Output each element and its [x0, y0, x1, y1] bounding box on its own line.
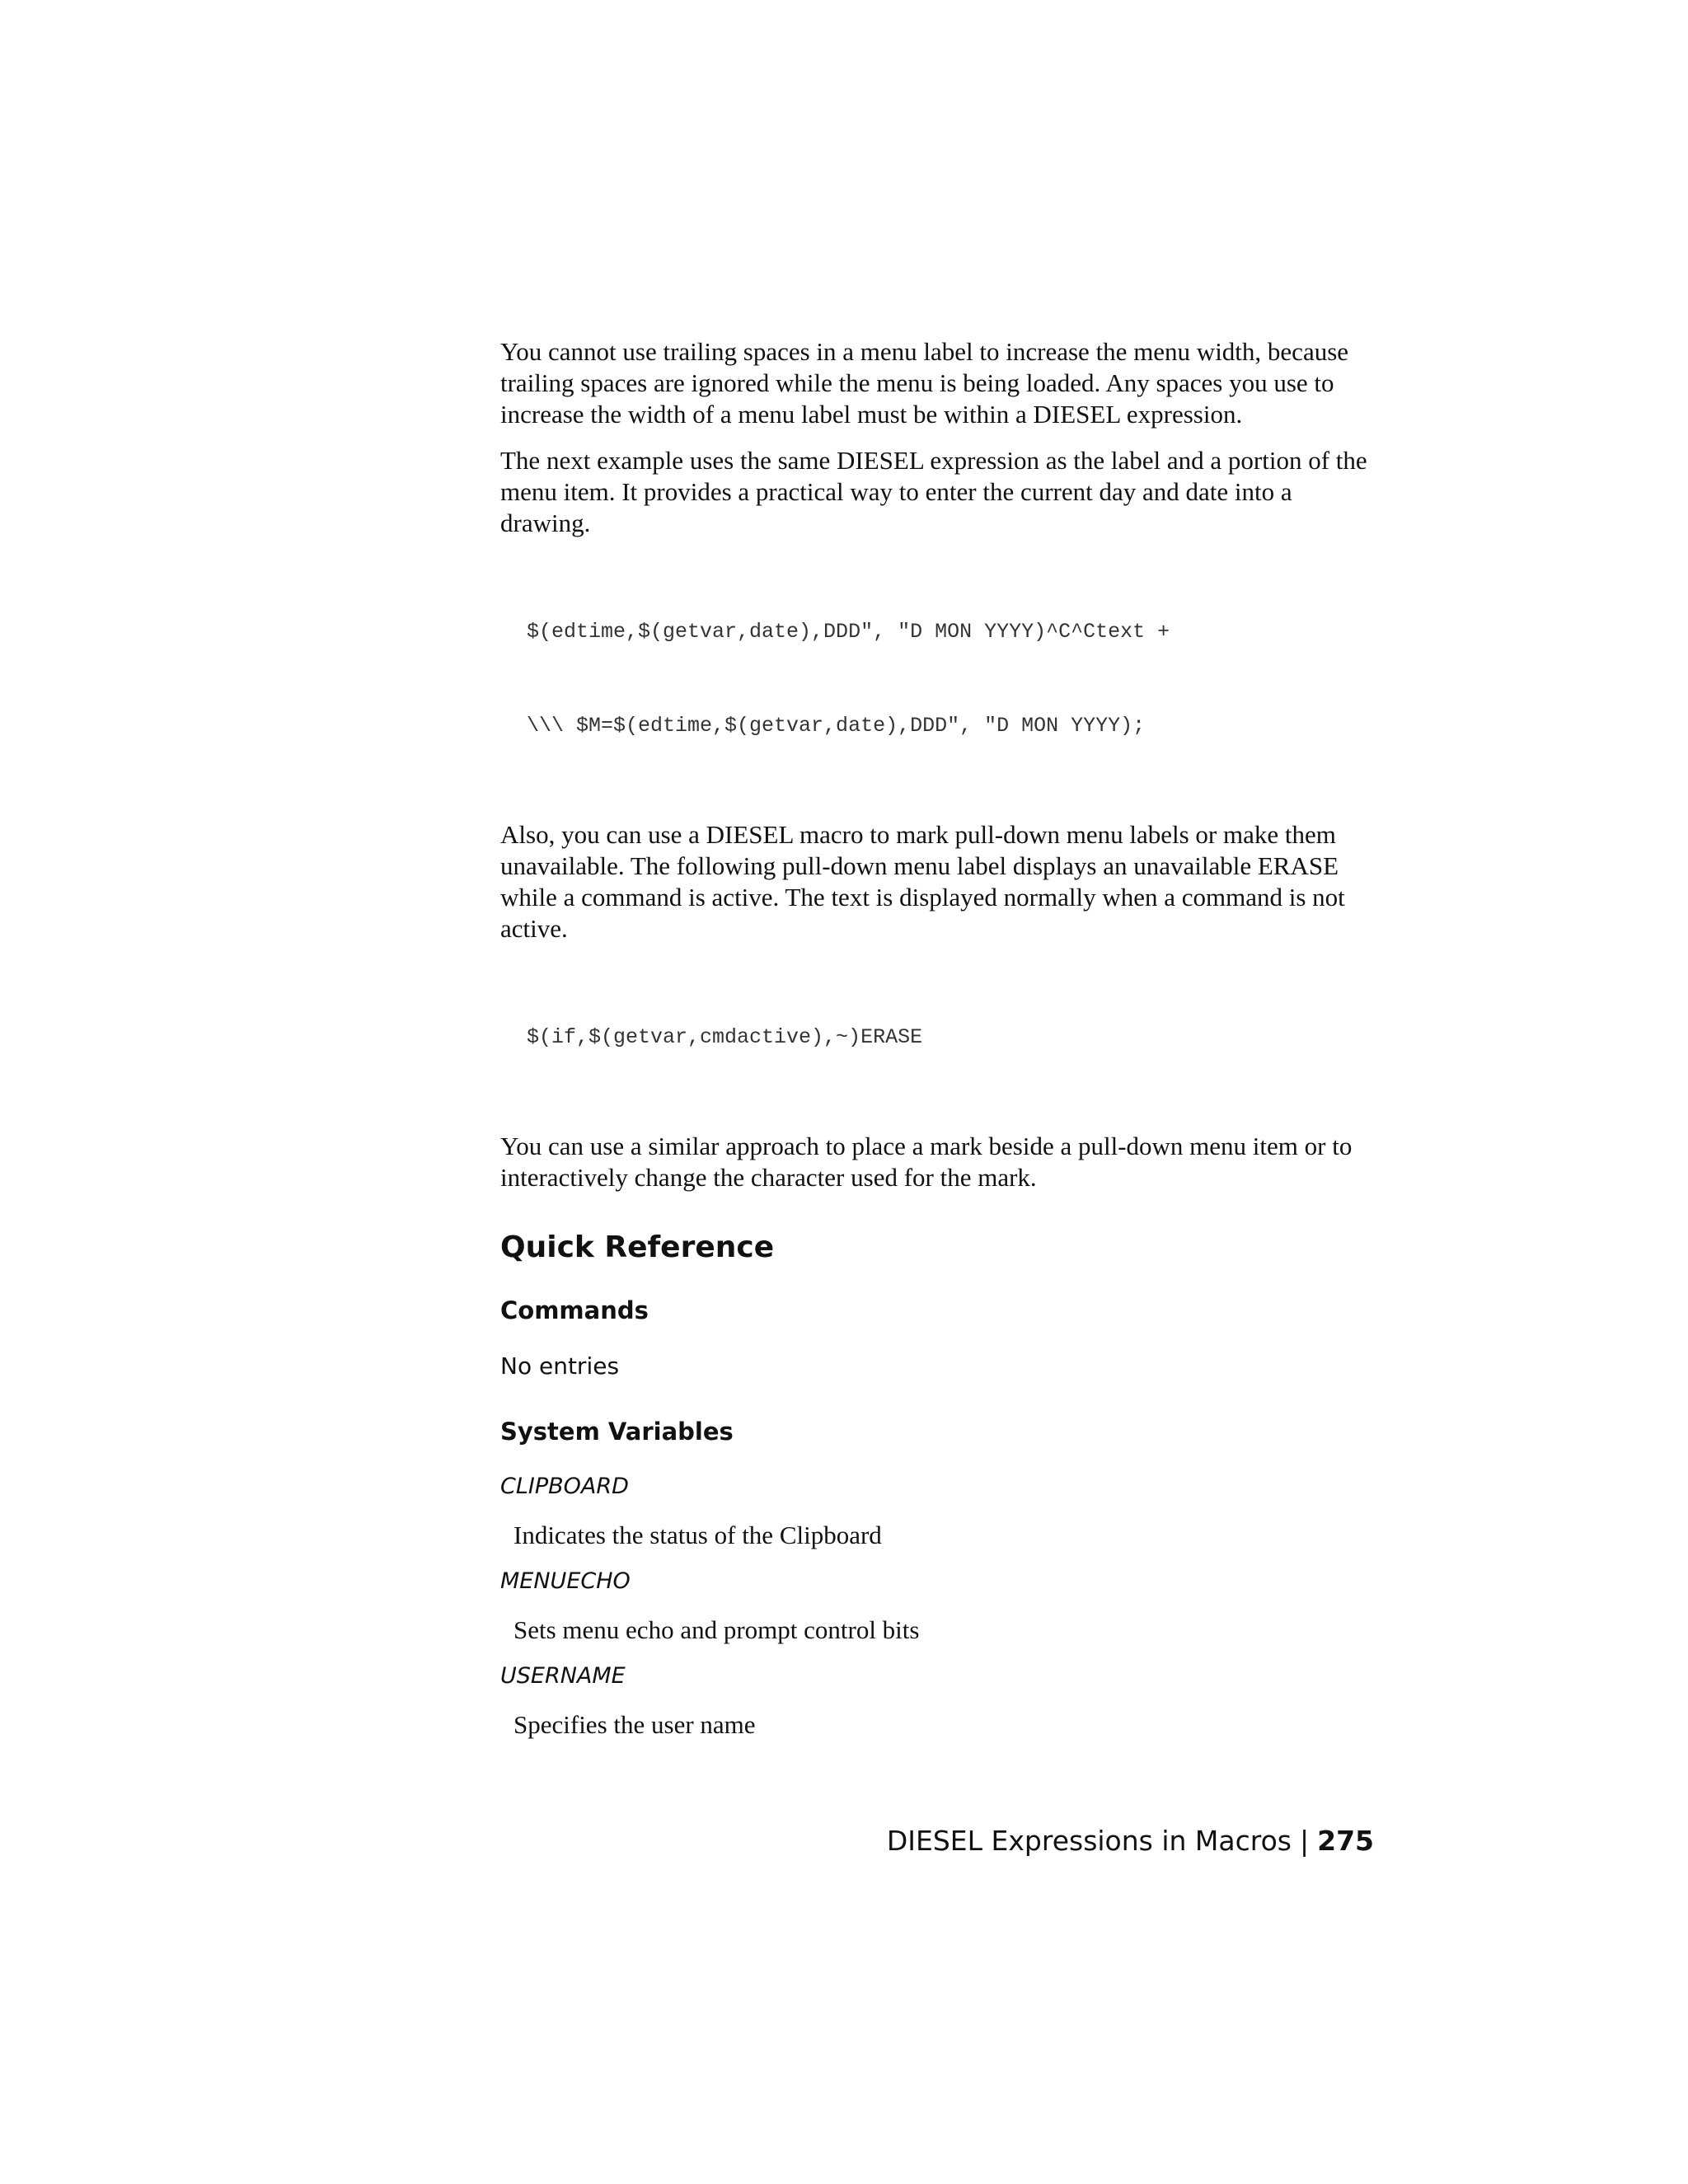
paragraph-next-example: The next example uses the same DIESEL expression as the label and a portion of the menu item. It provides a practical way to enter the current day and date into a drawing.: [500, 446, 1367, 537]
sysvar-name: CLIPBOARD: [500, 1474, 629, 1499]
code-line: $(edtime,$(getvar,date),DDD", "D MON YYYY)^C^Ctext +: [527, 620, 1170, 644]
sysvar-name: MENUECHO: [500, 1568, 631, 1594]
sysvar-description: Indicates the status of the Clipboard: [513, 1521, 882, 1549]
paragraph-diesel-macro: Also, you can use a DIESEL macro to mark pull-down menu labels or make them unavailable. The following pull-down menu label displays an unavailable ERASE while a command is active. The text is displayed normally when a command is not active.: [500, 820, 1345, 943]
paragraph-similar-approach: You can use a similar approach to place a mark beside a pull-down menu item or to interactively change the character used for the mark.: [500, 1132, 1353, 1192]
code-line: $(if,$(getvar,cmdactive),~)ERASE: [527, 1025, 923, 1049]
subheading-commands: Commands: [500, 1296, 649, 1324]
code-line: \\\ $M=$(edtime,$(getvar,date),DDD", "D MON YYYY);: [527, 714, 1146, 738]
footer-separator: |: [1299, 1825, 1310, 1857]
page-footer: [887, 1825, 1374, 1858]
sysvar-description: Sets menu echo and prompt control bits: [513, 1615, 920, 1644]
sysvar-name: USERNAME: [500, 1663, 626, 1689]
page-body: [500, 336, 1374, 1757]
sysvar-description: Specifies the user name: [513, 1710, 756, 1739]
code-block-erase: [527, 959, 1374, 1116]
commands-no-entries: No entries: [500, 1352, 620, 1380]
page-number: 275: [1317, 1825, 1374, 1857]
paragraph-trailing-spaces: You cannot use trailing spaces in a menu label to increase the menu width, because trailing spaces are ignored while the menu is being loaded. Any spaces you use to increase the width of a menu label must be within a DIESEL expression.: [500, 337, 1349, 429]
sysvar-entry-username: [500, 1662, 1374, 1741]
sysvar-entry-menuecho: [500, 1568, 1374, 1646]
sysvar-entry-clipboard: [500, 1473, 1374, 1551]
section-heading-quick-reference: Quick Reference: [500, 1230, 775, 1264]
code-block-edtime: [527, 554, 1374, 804]
footer-chapter-title: DIESEL Expressions in Macros: [886, 1825, 1292, 1857]
subheading-system-variables: System Variables: [500, 1418, 734, 1446]
